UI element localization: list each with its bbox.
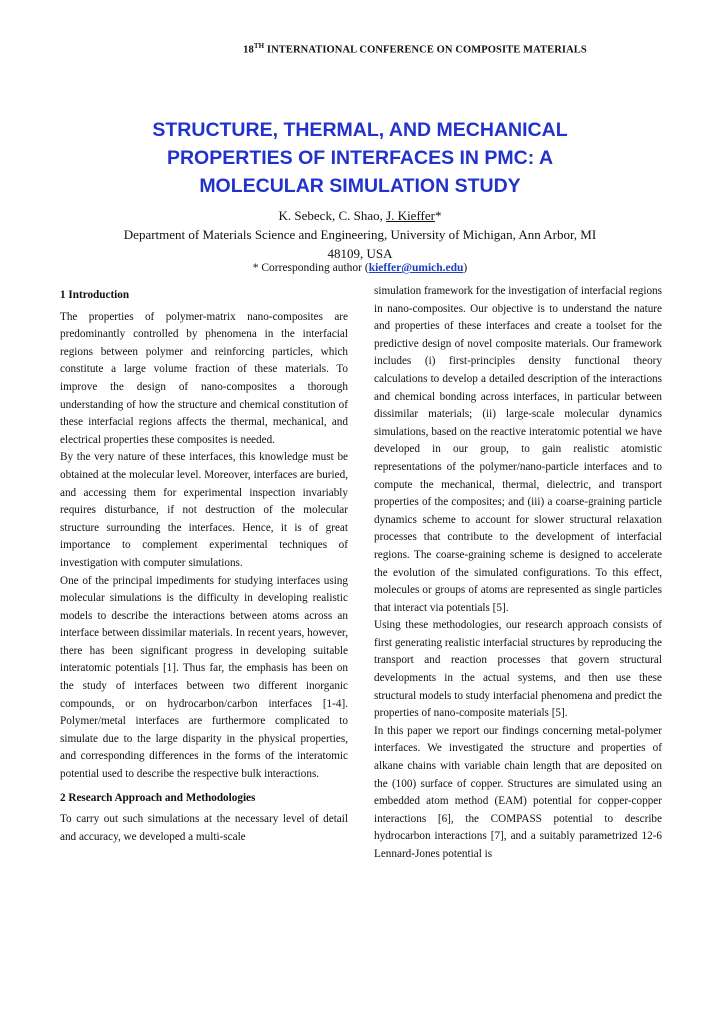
author-underlined: J. Kieffer [386,208,435,223]
right-column [374,283,662,864]
affiliation [30,225,690,263]
right-paragraph-3: In this paper we report our findings concerning metal-polymer interfaces. We investigated the structure and properties of alkane chains with variable chain length that are deposited on the (100) surface of copper. Structures are simulated using an embedded atom method (EAM) potential for copper-copper interactions [6], the COMPASS potential to describe hydrocarbon interactions [7], and a suitably parametrized 12-6 Lennard-Jones potential is [374,724,662,860]
approach-paragraph-1: To carry out such simulations at the necessary level of detail and accuracy, we developed a multi-scale [60,813,348,843]
title-line-2: PROPERTIES OF INTERFACES IN PMC: A [166,147,554,169]
section-heading-introduction: 1 Introduction [60,289,130,301]
corresponding-author [0,262,720,274]
header-text: INTERNATIONAL CONFERENCE ON COMPOSITE MATERIALS [264,44,587,56]
right-paragraph-2: Using these methodologies, our research approach consists of first generating realistic interfacial structures by reproducing the transport and reaction processes that govern structural developments in the actual systems, and then use these structural models to study interfacial phenomena and predict the properties of nano-composite materials [5]. [374,619,662,720]
corresponding-prefix: * Corresponding author ( [252,262,369,274]
intro-paragraph-1: The properties of polymer-matrix nano-composites are predominantly controlled by phenomena in the interfacial regions between polymer and reinforcing particles, which constitute a large volume fraction of these materials. To improve the design of nano-composites a thorough understanding of how the structure and chemical constitution of these interfacial regions affects the thermal, mechanical, and electrical properties these composites is needed. [60,310,348,446]
authors-prefix: K. Sebeck, C. Shao, [278,208,387,223]
authors-suffix: * [434,208,442,223]
right-paragraph-1: simulation framework for the investigation of interfacial regions in nano-composites. Our objective is to understand the nature and properties of these interfaces and create a toolset for the predictive design of novel composite materials. Our framework includes (i) first-principles density functional theory calculations to develop a detailed description of the interactions and chemical bonding across interfaces, in particular between dissimilar materials; (ii) large-scale molecular dynamics simulations, based on the reactive interatomic potential we have developed in our group, to gain realistic atomistic representations of the polymer/nano-particle interfaces and to compute the mechanical, thermal, dielectric, and transport properties of the composites; and (iii) a coarse-graining particle dynamics scheme to account for slower structural relaxation processes that contribute to the development of interfacial regions. The coarse-graining scheme is designed to accelerate the evolution of the simulated configurations. To this effect, molecules or groups of atoms are represented as single particles that interact via potentials [5]. [374,285,662,614]
header-number: 18 [243,44,254,56]
conference-header [0,42,720,56]
title-line-1: STRUCTURE, THERMAL, AND MECHANICAL [152,119,568,141]
title-line-3: MOLECULAR SIMULATION STUDY [199,175,521,197]
affiliation-line-1: Department of Materials Science and Engineering, University of Michigan, Ann Arbor, MI [123,227,597,242]
intro-paragraph-3: One of the principal impediments for studying interfaces using molecular simulations is the difficulty in developing realistic models to describe the interactions between atoms across an interface between dissimilar materials. In recent years, however, there has been significant progress in developing suitable interatomic potentials [1]. Thus far, the emphasis has been on the study of interfaces between two different inorganic compounds, or on hydrocarbon/carbon interfaces [1-4]. Polymer/metal interfaces are furthermore complicated to simulate due to the large disparity in the physical properties, and corresponding differences in the forms of the interatomic potential used to describe the respective bulk interactions. [60,574,348,781]
corresponding-email-link[interactable]: kieffer@umich.edu [368,262,464,274]
intro-paragraph-2: By the very nature of these interfaces, this knowledge must be obtained at the molecular level. Moreover, interfaces are buried, and accessing them for experimental inspection invariably requires disturbance, if not destruction of the molecular structure surrounding the interfaces. Hence, it is of great importance to complement experimental techniques of investigation with computer simulations. [60,451,348,569]
section-heading-approach: 2 Research Approach and Methodologies [60,791,256,804]
header-superscript: TH [253,42,265,50]
author-list [0,207,720,225]
paper-title [60,116,660,200]
corresponding-suffix: ) [463,262,468,274]
left-column [60,283,348,846]
affiliation-line-2: 48109, USA [327,246,393,261]
